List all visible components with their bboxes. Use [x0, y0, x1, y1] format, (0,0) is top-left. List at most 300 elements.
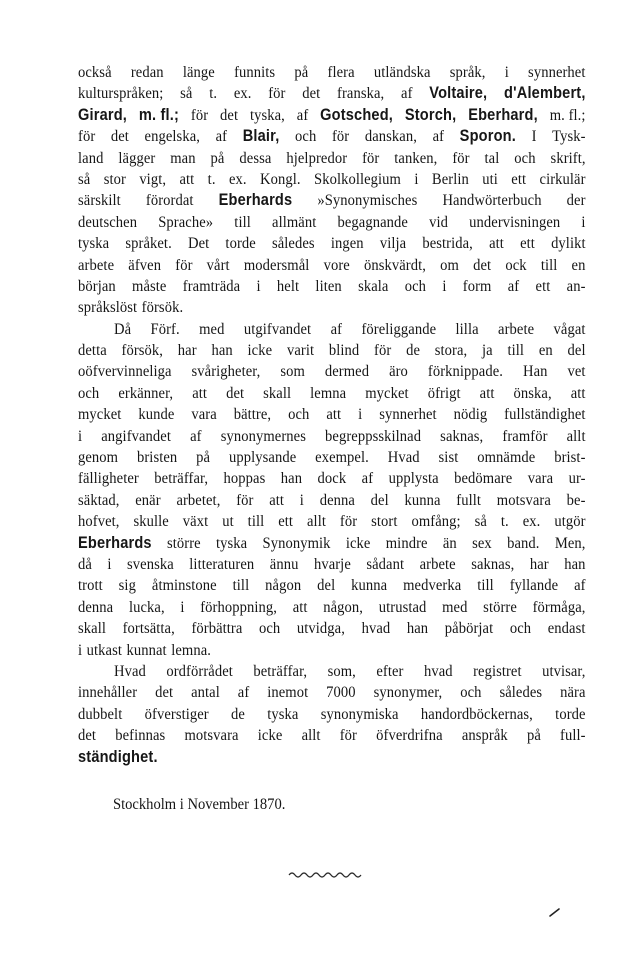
word: förknippade. [427, 362, 504, 381]
word: önska, [513, 383, 552, 402]
word: mycket [365, 383, 409, 402]
word: efter [376, 661, 404, 680]
word: brist- [554, 448, 586, 467]
word: lilla [455, 319, 479, 338]
word: har [529, 554, 549, 573]
word: på [526, 726, 541, 745]
word: så [180, 84, 193, 103]
word: för [339, 512, 358, 531]
word: utländska [373, 63, 431, 81]
word: beträffar, [154, 469, 209, 488]
text-line [78, 747, 586, 768]
word: för [374, 341, 392, 360]
bold-name: Sporon. [459, 127, 516, 146]
word: vigt, [139, 169, 167, 188]
word: länge [182, 63, 215, 81]
word: helt [276, 276, 300, 295]
word: Hvad [387, 448, 420, 467]
word: hvad [423, 661, 453, 680]
word: medverka [403, 576, 462, 595]
text-line [78, 426, 586, 447]
word: bestrida, [422, 234, 473, 253]
word: framträda [182, 276, 241, 295]
word: redan [130, 63, 164, 81]
word: till [247, 512, 265, 531]
text-line [78, 682, 586, 703]
word: och [509, 619, 532, 638]
text-line [78, 661, 586, 682]
word: torde [225, 234, 256, 253]
word: än [442, 533, 457, 552]
word: omnämde [477, 448, 536, 467]
word: lägger [118, 148, 156, 167]
word: denna [319, 490, 355, 509]
word: exempel. [315, 448, 369, 467]
word: början [78, 276, 116, 295]
word: icke [257, 726, 283, 745]
word: arbete [419, 554, 456, 573]
word: ja [482, 341, 493, 360]
word: skall [78, 619, 106, 638]
word: större [483, 597, 517, 616]
word: af [190, 426, 202, 445]
word: vilja [379, 234, 407, 253]
word: bristen [136, 448, 178, 467]
text-line [78, 725, 586, 746]
word: ur- [568, 469, 586, 488]
word: I [531, 127, 537, 146]
word: deutschen [78, 212, 138, 231]
word: danskan, [364, 127, 417, 146]
text-line [78, 83, 586, 104]
word: vara [527, 469, 554, 488]
word: och [514, 148, 536, 167]
word: hoppas [223, 469, 266, 488]
word: »Synonymisches [317, 191, 418, 210]
word: för [236, 490, 254, 509]
word: uti [482, 169, 498, 188]
word: så [474, 512, 487, 531]
word: ett [535, 276, 551, 295]
word: mycket [78, 405, 122, 424]
word: kunnat [126, 640, 167, 659]
text-line [78, 190, 586, 211]
bold-name: Gotsched, [320, 105, 394, 124]
word: mindre [385, 533, 428, 552]
word: liten [315, 276, 342, 295]
word: tal [484, 148, 500, 167]
word: Berlin [431, 169, 469, 188]
word: i [442, 276, 447, 295]
word: allmänt [272, 212, 317, 231]
word: och [295, 127, 317, 146]
word: hvad [361, 619, 391, 638]
word: har [177, 341, 197, 360]
word: ex. [228, 169, 247, 188]
word: förbättra [191, 619, 243, 638]
word: full- [560, 726, 586, 745]
word: det [226, 383, 245, 402]
word: och [288, 405, 310, 424]
word: af [574, 576, 586, 595]
word: öfrigt [427, 383, 461, 402]
word: icke [247, 341, 273, 360]
text-line [78, 533, 586, 554]
word: saknas, [471, 554, 515, 573]
word: kunna [404, 490, 441, 509]
text-line [78, 640, 586, 661]
word: genom [78, 448, 119, 467]
word: erkänner, [118, 383, 174, 402]
word: språket. [125, 234, 172, 253]
text-line [78, 319, 586, 340]
word: tyska, [249, 105, 285, 124]
place-date-line: Stockholm i November 1870. [113, 795, 286, 813]
text-line [78, 704, 586, 725]
bold-name: Eberhards [218, 191, 293, 210]
text-line [78, 554, 586, 575]
word: sig [118, 576, 136, 595]
word: kulturspråken; [78, 84, 164, 103]
word: befinnas [115, 726, 166, 745]
word: för [78, 127, 96, 146]
text-line [78, 169, 586, 190]
word: ex. [233, 84, 252, 103]
word: fullt [456, 490, 482, 509]
word: kunna [351, 576, 388, 595]
word: hjelpredor [286, 148, 348, 167]
word: till [232, 576, 250, 595]
text-line [78, 468, 586, 489]
word: förordat [145, 191, 194, 210]
word: nära [560, 683, 586, 702]
word: om [440, 255, 459, 274]
word: icke [345, 533, 371, 552]
word: t. [209, 84, 218, 103]
word: sist [438, 448, 459, 467]
word: skrift, [550, 148, 586, 167]
word: Då [114, 319, 132, 338]
word: franska, [337, 84, 385, 103]
word: endast [547, 619, 586, 638]
word: nödig [453, 405, 488, 424]
word: således [499, 683, 543, 702]
word: tanken, [394, 148, 438, 167]
word: för [362, 148, 380, 167]
bold-name: Voltaire, [429, 84, 488, 103]
word: Synonymik [262, 533, 331, 552]
word: någon, [323, 597, 364, 616]
word: dessa [239, 148, 272, 167]
text-line [78, 62, 586, 83]
word: saknas, [440, 426, 484, 445]
word: till [477, 576, 494, 595]
word: stora, [434, 341, 468, 360]
word: af [361, 469, 374, 488]
word: af [507, 276, 520, 295]
word: för [339, 726, 357, 745]
body-text [78, 62, 586, 768]
word: trott [78, 576, 103, 595]
word: allt [306, 512, 326, 531]
word: synonymer, [373, 683, 443, 702]
word: enär [135, 490, 161, 509]
word: skala [358, 276, 389, 295]
word: till [540, 255, 558, 274]
word: Skolkollegium [314, 169, 401, 188]
word: för [268, 84, 286, 103]
word: försök. [141, 298, 184, 317]
word: det [78, 726, 97, 745]
word: utgifvandet [243, 319, 312, 338]
word: ännu [269, 554, 299, 573]
text-line [78, 255, 586, 276]
word: Sprache» [158, 212, 214, 231]
word: för [190, 105, 209, 124]
word: an- [566, 276, 586, 295]
bold-name: Eberhard, [468, 105, 538, 124]
word: synnerhet [379, 405, 437, 424]
word: dermed [324, 362, 370, 381]
word: fortsätta, [122, 619, 175, 638]
word: synonymernes [220, 426, 306, 445]
word: att [570, 383, 586, 402]
word: engelska, [144, 127, 200, 146]
word: innehåller [78, 683, 138, 702]
word: arbetet, [176, 490, 221, 509]
word: öfverdrifna [376, 726, 443, 745]
word: anspråk [461, 726, 508, 745]
word: han [406, 619, 429, 638]
word: att [269, 490, 285, 509]
word: t. [500, 512, 509, 531]
word: då [78, 554, 92, 573]
word: i [78, 640, 83, 659]
word: att [292, 597, 308, 616]
word: att [192, 383, 208, 402]
word: lucka, [128, 597, 165, 616]
word: vara [191, 405, 217, 424]
word: motsvara [184, 726, 239, 745]
word: ock [505, 255, 527, 274]
word: måste [132, 276, 167, 295]
word: litteraturen [189, 554, 255, 573]
word: allt [566, 426, 586, 445]
word: för [331, 127, 350, 146]
word: kunde [138, 405, 175, 424]
word: Hvad [114, 661, 146, 680]
word: för [452, 148, 470, 167]
text-line [78, 383, 586, 404]
word: för [175, 255, 193, 274]
text-line [78, 490, 586, 511]
word: och [460, 683, 482, 702]
word: som, [327, 661, 356, 680]
text-line [78, 361, 586, 382]
word: handordböckernas, [420, 704, 533, 723]
word: äro [389, 362, 408, 381]
word: varit [286, 341, 315, 360]
text-line [78, 126, 586, 147]
bold-name: Storch, [404, 105, 457, 124]
word: begagnande [337, 212, 408, 231]
word: be- [566, 490, 586, 509]
word: föreliggande [361, 319, 437, 338]
word: fyllande [509, 576, 559, 595]
word: m. fl.; [549, 105, 586, 124]
word: han [280, 469, 303, 488]
word: del [567, 341, 586, 360]
text-line [78, 575, 586, 596]
word: vårt [206, 255, 230, 274]
word: utkast [86, 640, 123, 659]
word: ingen [330, 234, 364, 253]
word: att [326, 405, 342, 424]
bold-name: Blair, [242, 127, 280, 146]
word: han [211, 341, 233, 360]
word: svårigheter, [191, 362, 261, 381]
word: med [199, 319, 225, 338]
word: Tysk- [552, 127, 586, 146]
word: denna [78, 597, 114, 616]
word: vet [567, 362, 586, 381]
word: sex [472, 533, 492, 552]
word: fullständighet [504, 405, 586, 424]
word: i [504, 63, 509, 81]
word: i [180, 597, 185, 616]
word: af [330, 319, 343, 338]
word: ut [222, 512, 234, 531]
word: större [166, 533, 201, 552]
word: lemna. [171, 640, 211, 659]
text-line [78, 148, 586, 169]
word: sådant [366, 554, 405, 573]
word: stort [371, 512, 398, 531]
word: bättre, [233, 405, 272, 424]
bold-name: m. fl.; [138, 105, 180, 124]
word: Kongl. [260, 169, 301, 188]
text-line [78, 511, 586, 532]
word: att [479, 383, 495, 402]
word: i [358, 405, 363, 424]
word: dylikt [551, 234, 586, 253]
text-line [78, 233, 586, 254]
word: tyska [78, 234, 110, 253]
word: Men, [554, 533, 586, 552]
word: lemna [310, 383, 347, 402]
word: förmåga, [532, 597, 586, 616]
word: till [234, 212, 251, 231]
text-line [78, 276, 586, 297]
word: synnerhet [528, 63, 586, 81]
bold-name: Eberhards [78, 533, 152, 552]
word: band. [507, 533, 540, 552]
bold-name: d'Alembert, [504, 84, 586, 103]
word: upplysta [388, 469, 439, 488]
word: tyska [267, 704, 299, 723]
word: modersmål [243, 255, 310, 274]
word: utgör [554, 512, 586, 531]
word: blind [328, 341, 360, 360]
word: ett [278, 512, 294, 531]
text-line [78, 105, 586, 126]
word: i [299, 490, 304, 509]
word: beträffar, [253, 661, 308, 680]
word: att [489, 234, 504, 253]
word: språk, [449, 63, 486, 81]
word: stor [103, 169, 126, 188]
word: särskilt [78, 191, 121, 210]
word: det [110, 127, 129, 146]
word: funnits [234, 63, 276, 81]
word: af [215, 127, 228, 146]
word: dubbelt [78, 704, 123, 723]
word: att [179, 169, 195, 188]
word: det [155, 683, 174, 702]
word: öfverstiger [144, 704, 209, 723]
text-line [78, 212, 586, 233]
word: och [78, 383, 100, 402]
word: man [170, 148, 196, 167]
word: åtminstone [151, 576, 217, 595]
word: i [581, 212, 586, 231]
word: t. [207, 169, 216, 188]
word: utrustad [378, 597, 427, 616]
word: i [78, 426, 83, 445]
word: i [256, 276, 261, 295]
word: en [538, 341, 553, 360]
bold-name: ständighet. [78, 747, 158, 766]
word: på [210, 148, 225, 167]
word: han [564, 554, 586, 573]
word: på [294, 63, 309, 81]
word: angifvandet [101, 426, 172, 445]
word: ett [520, 234, 535, 253]
text-line [78, 297, 586, 318]
bold-name: Girard, [78, 105, 128, 124]
word: omfång; [411, 512, 461, 531]
word: der [566, 191, 586, 210]
word: begreppsskilnad [325, 426, 422, 445]
word: 7000 [326, 683, 356, 702]
word: ett [511, 169, 527, 188]
word: bedömare [454, 469, 513, 488]
word: således [271, 234, 315, 253]
word: de [231, 704, 245, 723]
word: torde [555, 704, 586, 723]
word: framför [502, 426, 548, 445]
word: cirkulär [539, 169, 586, 188]
word: af [237, 683, 250, 702]
word: till [507, 341, 525, 360]
word: del [317, 576, 336, 595]
word: registret [473, 661, 522, 680]
word: Förf. [150, 319, 180, 338]
word: en [571, 255, 586, 274]
word: och [404, 276, 427, 295]
word: vågat [553, 319, 586, 338]
word: det [302, 84, 321, 103]
word: flera [327, 63, 355, 81]
text-line [78, 340, 586, 361]
word: med [442, 597, 468, 616]
word: så [78, 169, 91, 188]
word: utvisar, [542, 661, 586, 680]
word: Det [187, 234, 210, 253]
word: det [220, 105, 239, 124]
word: vid [429, 212, 449, 231]
word: det [473, 255, 492, 274]
